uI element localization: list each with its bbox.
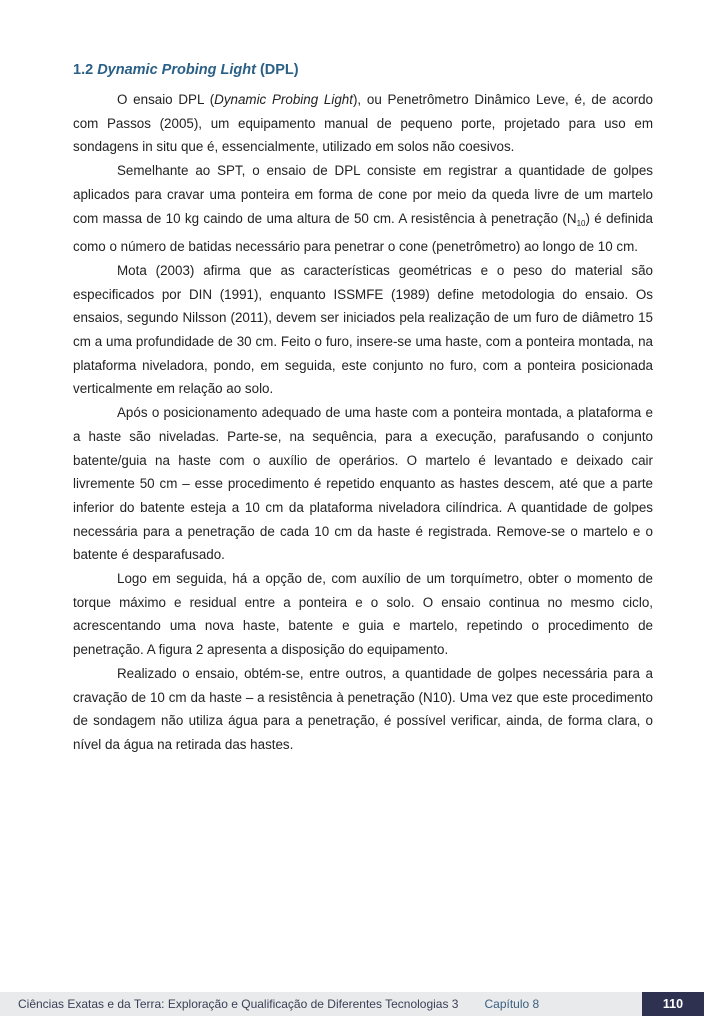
section-title-suffix: (DPL) <box>259 62 299 78</box>
paragraph-2-subscript: 10 <box>576 218 586 228</box>
footer-chapter: Capítulo 8 <box>484 997 540 1011</box>
paragraph-1 <box>73 88 653 159</box>
paragraph-5: Logo em seguida, há a opção de, com auxílio de um torquímetro, obter o momento de torque máximo e residual entre a ponteira e o solo. O ensaio continua no mesmo ciclo, acrescentando uma nova haste, batente e guia e martelo, repetindo o procedimento de penetração. A figura 2 apresenta a disposição do equipamento. <box>73 571 653 658</box>
paragraph-6: Realizado o ensaio, obtém-se, entre outros, a quantidade de golpes necessária para a cravação de 10 cm da haste – a resistência à penetração (N10). Uma vez que este procedimento de sondagem não utiliza água para a penetração, é possível verificar, ainda, de forma clara, o nível da água na retirada das hastes. <box>73 665 653 752</box>
paragraph-2 <box>73 159 653 259</box>
paragraph-2-text-b: ) é definida como o número de batidas necessário para penetrar o cone (penetrômetro) ao longo de 10 cm. <box>73 210 653 255</box>
section-heading <box>73 62 299 78</box>
footer-page-number: 110 <box>642 992 704 1016</box>
paragraph-3: Mota (2003) afirma que as características geométricas e o peso do material são especificados por DIN (1991), enquanto ISSMFE (1989) define metodologia do ensaio. Os ensaios, segundo Nilsson (2011), devem ser iniciados pela realização de um furo de diâmetro 15 cm a uma profundidade de 30 cm. Feito o furo, insere-se uma haste, com a ponteira montada, na plataforma niveladora, pondo, em seguida, este conjunto no furo, com a ponteira posicionada verticalmente em relação ao solo. <box>73 262 653 397</box>
paragraph-2-text-a: Semelhante ao SPT, o ensaio de DPL consiste em registrar a quantidade de golpes aplicados para cravar uma ponteira em forma de cone por meio da queda livre de um martelo com massa de 10 kg caindo de uma altura de 50 cm. A resistência à penetração (N <box>73 163 653 226</box>
page-footer <box>0 992 704 1016</box>
paragraph-1-text-a: O ensaio DPL ( <box>117 92 215 107</box>
paragraph-4: Após o posicionamento adequado de uma haste com a ponteira montada, a plataforma e a haste são niveladas. Parte-se, na sequência, para a execução, parafusando o conjunto batente/guia na haste com o auxílio de operários. O martelo é levantado e deixado cair livremente 50 cm – esse procedimento é repetido enquanto as hastes descem, até que a parte inferior do batente esteja a 10 cm da plataforma niveladora cilíndrica. A quantidade de golpes necessária para a penetração de cada 10 cm da haste é registrada. Remove-se o martelo e o batente é desparafusado. <box>73 405 653 563</box>
section-title-italic: Dynamic Probing Light <box>97 62 256 78</box>
section-number: 1.2 <box>73 62 94 78</box>
paragraph-1-text-b: ), ou Penetrômetro Dinâmico Leve, é, de acordo com Passos (2005), um equipamento manual de pequeno porte, projetado para uso em sondagens in situ que é, essencialmente, utilizado em solos não coesivos. <box>73 92 654 155</box>
paragraph-1-emphasis: Dynamic Probing Light <box>214 92 353 107</box>
footer-book-title: Ciências Exatas e da Terra: Exploração e Qualificação de Diferentes Tecnologias 3 <box>18 997 459 1011</box>
body-text <box>73 88 653 757</box>
